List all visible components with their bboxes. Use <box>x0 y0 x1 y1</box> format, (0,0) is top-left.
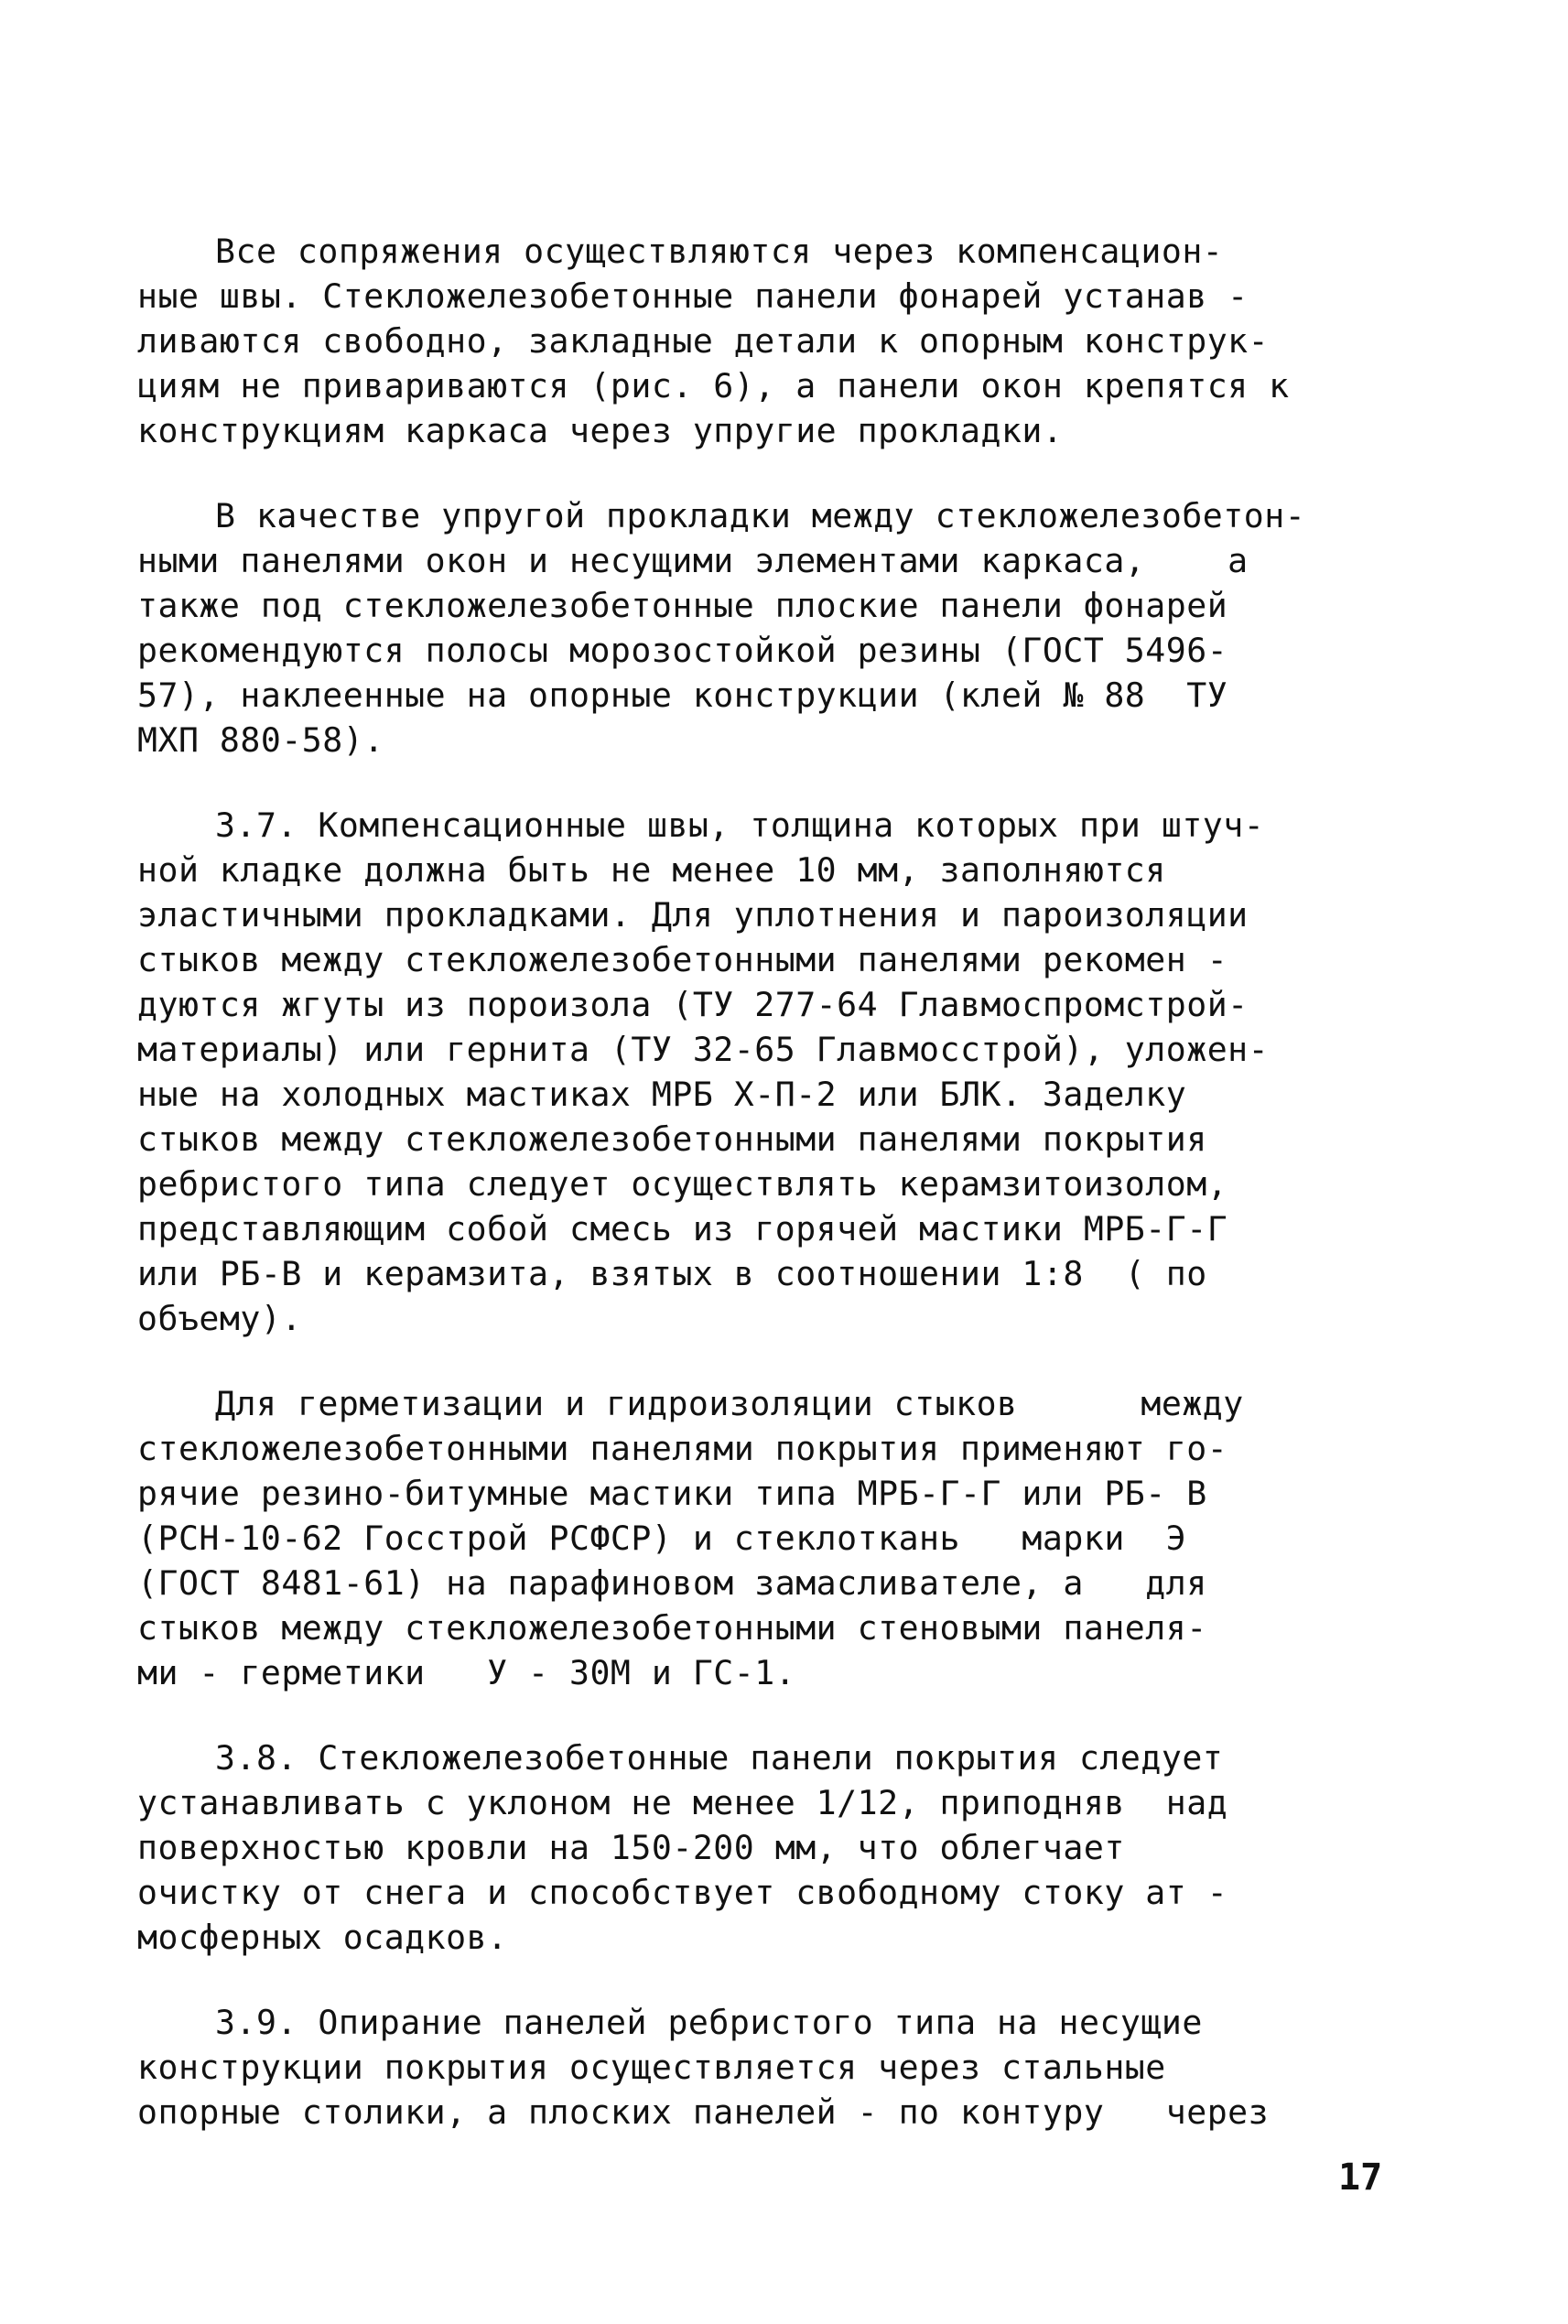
text-line: также под стекложелезобетонные плоские панели фонарей <box>137 586 1228 625</box>
text-line: 3.7. Компенсационные швы, толщина которых при штуч- <box>215 805 1265 845</box>
text-line: объему). <box>137 1299 302 1338</box>
text-line: стыков между стекложелезобетонными стеновыми панеля- <box>137 1608 1207 1648</box>
text-line: ными панелями окон и несущими элементами каркаса, а <box>137 541 1249 580</box>
paragraph-joints <box>137 229 1428 453</box>
text-line: Все сопряжения осуществляются через компенсацион- <box>215 232 1224 271</box>
text-line: Для герметизации и гидроизоляции стыков между <box>215 1384 1244 1423</box>
body-text <box>137 229 1428 2175</box>
text-line: стыков между стекложелезобетонными панелями покрытия <box>137 1119 1207 1159</box>
text-line: ные на холодных мастиках МРБ Х-П-2 или БЛК. Заделку <box>137 1075 1187 1114</box>
text-line: 57), наклеенные на опорные конструкции (клей № 88 ТУ <box>137 676 1228 715</box>
text-line: ми - герметики У - 30М и ГС-1. <box>137 1653 796 1692</box>
text-line: (ГОСТ 8481-61) на парафиновом замасливателе, а для <box>137 1563 1207 1603</box>
text-line: рекомендуются полосы морозостойкой резины (ГОСТ 5496- <box>137 631 1228 670</box>
text-line: 3.8. Стекложелезобетонные панели покрытия следует <box>215 1738 1224 1778</box>
text-line: В качестве упругой прокладки между стекложелезобетон- <box>215 496 1306 535</box>
text-line: устанавливать с уклоном не менее 1/12, приподняв над <box>137 1783 1228 1822</box>
text-line: стыков между стекложелезобетонными панелями рекомен - <box>137 940 1228 979</box>
text-line: рячие резино-битумные мастики типа МРБ-Г-Г или РБ- В <box>137 1474 1207 1513</box>
text-line: материалы) или гернита (ТУ 32-65 Главмосстрой), уложен- <box>137 1030 1270 1069</box>
text-line: представляющим собой смесь из горячей мастики МРБ-Г-Г <box>137 1209 1228 1248</box>
paragraph-section-3-9 <box>137 2000 1428 2135</box>
text-line: конструкции покрытия осуществляется через стальные <box>137 2048 1166 2087</box>
text-line: мосферных осадков. <box>137 1918 508 1957</box>
text-line: очистку от снега и способствует свободному стоку ат - <box>137 1873 1228 1912</box>
paragraph-section-3-7 <box>137 803 1428 1341</box>
text-line: ребристого типа следует осуществлять керамзитоизолом, <box>137 1164 1228 1204</box>
text-line: (РСН-10-62 Госстрой РСФСР) и стеклоткань марки Э <box>137 1519 1187 1558</box>
text-line: МХП 880-58). <box>137 720 384 760</box>
page-number: 17 <box>1338 2156 1383 2199</box>
text-line: ные швы. Стекложелезобетонные панели фонарей устанав - <box>137 276 1249 316</box>
paragraph-section-3-8 <box>137 1735 1428 1960</box>
paragraph-gaskets <box>137 493 1428 762</box>
text-line: конструкциям каркаса через упругие прокладки. <box>137 411 1064 450</box>
text-line: 3.9. Опирание панелей ребристого типа на несущие <box>215 2003 1203 2042</box>
text-line: эластичными прокладками. Для уплотнения и пароизоляции <box>137 895 1249 935</box>
text-line: ной кладке должна быть не менее 10 мм, заполняются <box>137 850 1166 890</box>
paragraph-sealing <box>137 1381 1428 1695</box>
text-line: поверхностью кровли на 150-200 мм, что облегчает <box>137 1828 1125 1867</box>
text-line: стекложелезобетонными панелями покрытия применяют го- <box>137 1429 1228 1468</box>
text-line: или РБ-В и керамзита, взятых в соотношении 1:8 ( по <box>137 1254 1207 1293</box>
text-line: опорные столики, а плоских панелей - по контуру через <box>137 2092 1270 2132</box>
text-line: дуются жгуты из пороизола (ТУ 277-64 Главмоспромстрой- <box>137 985 1249 1024</box>
text-line: циям не привариваются (рис. 6), а панели окон крепятся к <box>137 366 1290 405</box>
text-line: ливаются свободно, закладные детали к опорным конструк- <box>137 321 1270 361</box>
